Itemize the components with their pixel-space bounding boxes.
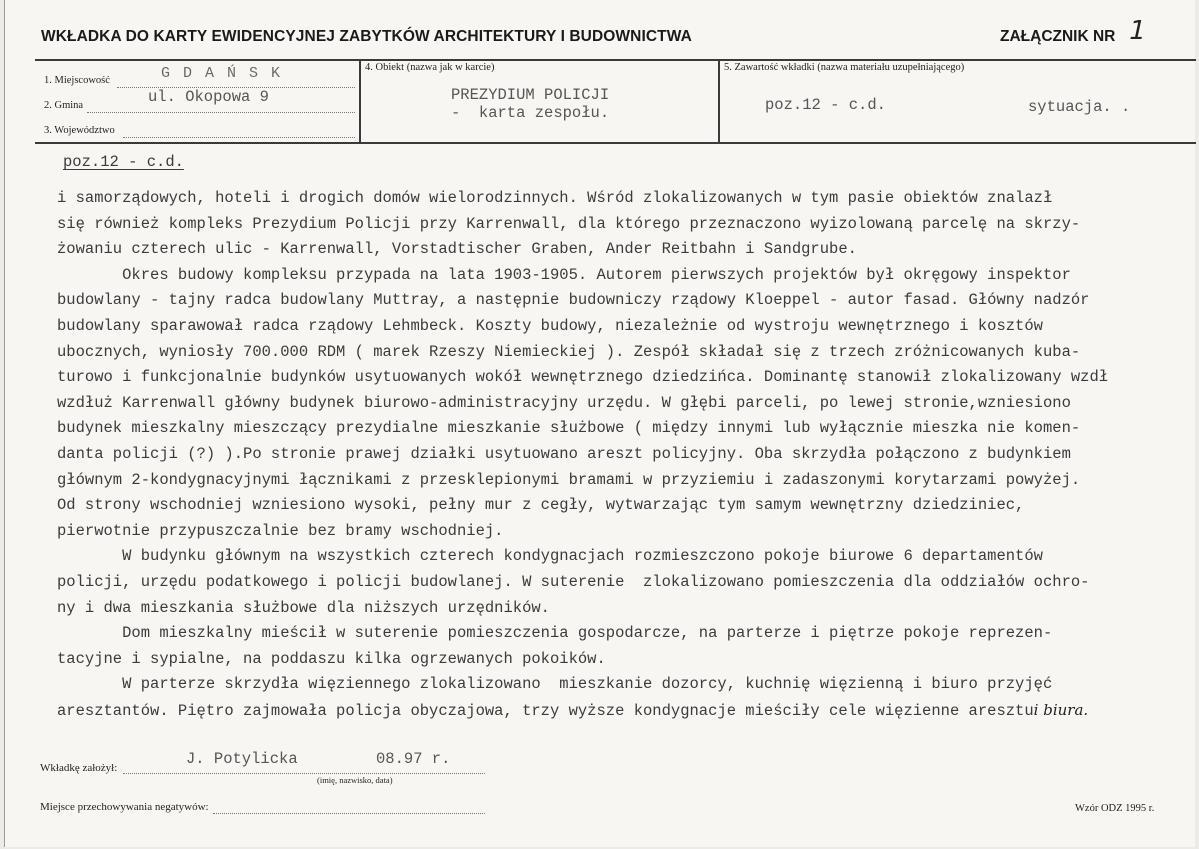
form-sheet: [4, 0, 1195, 847]
attachment-label: ZAŁĄCZNIK NR: [1000, 28, 1116, 45]
commune-label: 2. Gmina: [44, 100, 84, 111]
locality-value: G D A Ń S K: [161, 65, 283, 82]
body-line: wzdłuż Karrenwall główny budynek biurowo-administracyjny urzędu. W głębi parceli, po lewej stronie,wzniesiono: [57, 393, 1071, 412]
form-version: Wzór ODZ 1995 r.: [1075, 803, 1155, 814]
header-divider-1: [359, 59, 361, 143]
section-heading: poz.12 - c.d.: [63, 153, 184, 171]
voivodeship-dotline: [123, 137, 355, 138]
object-label: 4. Obiekt (nazwa jak w karcie): [365, 62, 495, 73]
body-line: budynek mieszkalny mieszczący prezydialne mieszkanie służbowe ( między innymi lub wyłącznie mieszka nie komen-: [57, 419, 1081, 438]
prepared-dotline: [123, 773, 485, 774]
body-line: budowlany sparawował radca rządowy Lehmbeck. Koszty budowy, niezależnie od wystroju wewnętrznego i kosztów: [57, 316, 1043, 335]
body-line: ny i dwa mieszkania służbowe dla niższych urzędników.: [57, 598, 550, 617]
locality-label: 1. Miejscowość: [44, 75, 110, 86]
contents-value-2: sytuacja. .: [1028, 98, 1131, 116]
commune-dotline: [87, 112, 355, 113]
voivodeship-label: 3. Województwo: [44, 125, 115, 136]
body-line: Dom mieszkalny mieścił w suterenie pomieszczenia gospodarcze, na parterze i piętrze pokoje reprezen-: [57, 624, 1053, 643]
body-line: żowaniu czterech ulic - Karrenwall, Vorstadtischer Graben, Ander Reitbahn i Sandgrube.: [57, 240, 857, 259]
body-line-last-typed: aresztantów. Piętro zajmowała policja obyczajowa, trzy wyższe kondygnacje mieściły cele więzienne aresztu: [57, 701, 1034, 720]
body-line: policji, urzędu podatkowego i policji budowlanej. W suterenie zlokalizowano pomieszczenia dla oddziałów ochro-: [57, 572, 1090, 591]
header-rule-bottom: [35, 142, 1196, 144]
body-line: danta policji (?) ).Po stronie prawej działki usytuowano areszt policyjny. Oba skrzydła połączono z budynkiem: [57, 444, 1071, 463]
body-line: pierwotnie przypuszczalnie bez bramy wschodniej.: [57, 521, 504, 540]
body-line: turowo i funkcjonalnie budynków usytuowanych wokół wewnętrznego dziedzińca. Dominantę stanowił zlokalizowany wzdł: [57, 368, 1109, 387]
body-line: się również kompleks Prezydium Policji przy Karrenwall, dla którego przeznaczono wyizolowaną parcelę na skrzy-: [57, 214, 1081, 233]
body-text: [57, 186, 1187, 723]
body-line: tacyjne i sypialne, na poddaszu kilka ogrzewanych pokoików.: [57, 649, 606, 668]
commune-value: ul. Okopowa 9: [148, 88, 269, 106]
body-line: W budynku głównym na wszystkich czterech kondygnacjach rozmieszczono pokoje biurowe 6 departamentów: [57, 547, 1043, 566]
body-line: W parterze skrzydła więziennego zlokalizowano mieszkanie dozorcy, kuchnię więzienną i biuro przyjęć: [57, 675, 1053, 694]
body-line: ubocznych, wyniosły 700.000 RDM ( marek Rzeszy Niemieckiej ). Zespół składał się z trzech zróżnicowanych kuba-: [57, 342, 1081, 361]
negatives-label: Miejsce przechowywania negatywów:: [40, 801, 209, 813]
header-divider-2: [718, 59, 720, 143]
prepared-hint: (imię, nazwisko, data): [317, 775, 393, 785]
object-value-1: PREZYDIUM POLICJI: [451, 86, 610, 104]
prepared-name: J. Potylicka: [186, 750, 298, 768]
contents-value: poz.12 - c.d.: [765, 96, 886, 114]
form-title: WKŁADKA DO KARTY EWIDENCYJNEJ ZABYTKÓW ARCHITEKTURY I BUDOWNICTWA: [41, 28, 692, 45]
body-line: budowlany - tajny radca budowlany Muttray, a następnie budowniczy rządowy Kloeppel - autor fasad. Główny nadzór: [57, 291, 1090, 310]
body-line: Od strony wschodniej wzniesiono wysoki, pełny mur z cegły, wytwarzając tym samym wewnętrzny dziedziniec,: [57, 496, 1025, 515]
body-line-last: [57, 698, 1187, 724]
body-line: Okres budowy kompleksu przypada na lata 1903-1905. Autorem pierwszych projektów był okręgowy inspektor: [57, 265, 1071, 284]
handwritten-addition: i biura.: [1033, 700, 1089, 719]
attachment-number: 1: [1125, 16, 1149, 46]
header-rule-top: [35, 59, 1196, 61]
negatives-dotline: [213, 813, 485, 814]
prepared-date: 08.97 r.: [376, 750, 451, 768]
body-line: głównym 2-kondygnacyjnymi łącznikami z przesklepionymi bramami w przyziemiu i zadaszonymi korytarzami powyżej.: [57, 470, 1081, 489]
prepared-label: Wkładkę założył:: [40, 762, 118, 774]
body-line: i samorządowych, hoteli i drogich domów wielorodzinnych. Wśród zlokalizowanych w tym pasie obiektów znalazł: [57, 189, 1053, 207]
contents-label: 5. Zawartość wkładki (nazwa materiału uzupełniającego): [724, 62, 965, 73]
object-value-2: - karta zespołu.: [451, 104, 610, 122]
